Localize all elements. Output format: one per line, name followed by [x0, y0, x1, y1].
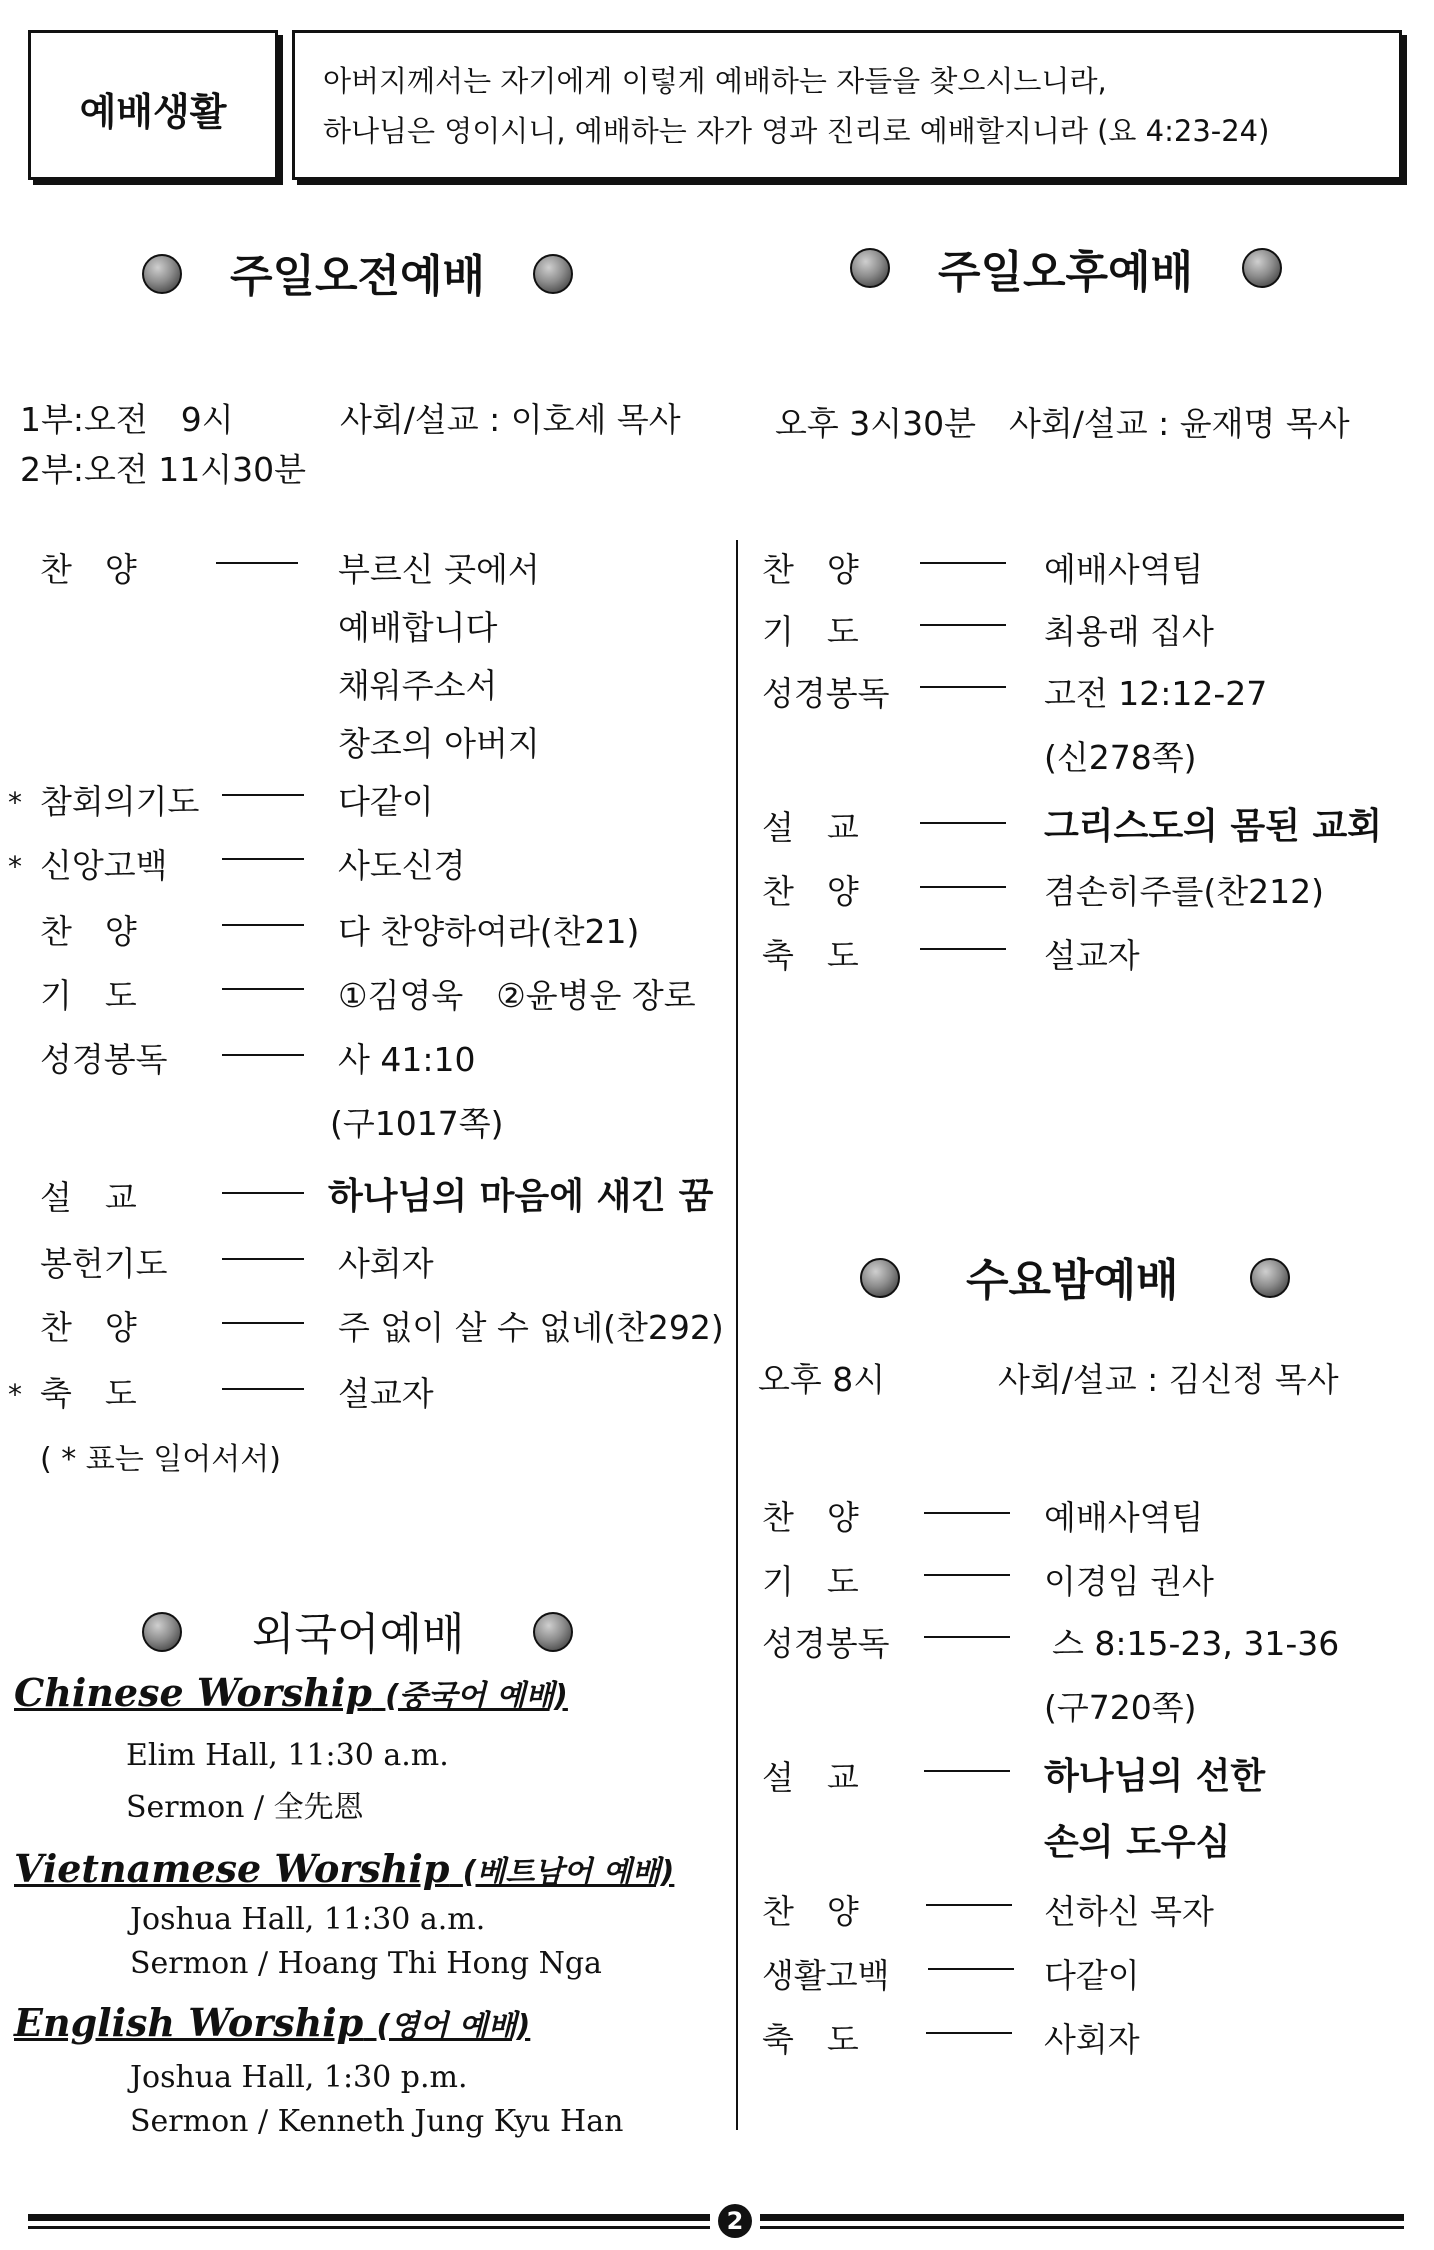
order-label: 찬 양 [40, 1308, 137, 1347]
standing-note: ( * 표는 일어서서) [40, 1442, 281, 1477]
footer-rule-thick [28, 2214, 710, 2221]
order-value: 겸손히주를(찬212) [1044, 872, 1325, 911]
service-preacher: Sermon / Hoang Thi Hong Nga [130, 1946, 602, 1981]
dash-line [920, 562, 1006, 564]
order-label: 찬 양 [40, 912, 137, 951]
order-value: 예배사역팀 [1044, 550, 1204, 589]
order-label: 축 도 [40, 1374, 137, 1413]
wednesday-title: 수요밤예배 [966, 1255, 1179, 1306]
chinese-worship-heading [14, 1670, 568, 1715]
service-preacher: Sermon / Kenneth Jung Kyu Han [130, 2104, 624, 2139]
order-label: 찬 양 [40, 550, 137, 589]
dash-line [216, 562, 298, 564]
order-value: ①김영욱 ②윤병운 장로 [338, 976, 696, 1015]
dash-line [222, 988, 304, 990]
order-value: 스 8:15-23, 31-36 [1052, 1624, 1340, 1663]
order-value: 최용래 집사 [1044, 612, 1214, 651]
standing-mark: * [8, 1378, 22, 1411]
dash-line [924, 1770, 1010, 1772]
sermon-title: 하나님의 마음에 새긴 꿈 [328, 1176, 714, 1217]
service-location: Elim Hall, 11:30 a.m. [126, 1738, 449, 1773]
english-worship-heading [14, 2000, 530, 2045]
bullet-ball-icon [850, 248, 890, 288]
order-label: 찬 양 [762, 872, 859, 911]
wednesday-time: 오후 8시 [758, 1360, 886, 1399]
dash-line [222, 794, 304, 796]
sermon-title: 손의 도우심 [1044, 1822, 1231, 1863]
order-value: 다같이 [1044, 1956, 1140, 1995]
service-name-ko: (영어 예배) [376, 2009, 531, 2044]
morning-time-1: 1부:오전 9시 [20, 400, 234, 439]
morning-time-2: 2부:오전 11시30분 [20, 450, 306, 489]
bullet-ball-icon [142, 254, 182, 294]
order-label: 찬 양 [762, 1498, 859, 1537]
order-label: 봉헌기도 [40, 1244, 168, 1283]
order-value: 설교자 [1044, 936, 1140, 975]
order-value: 채워주소서 [338, 666, 498, 705]
order-value: 사 41:10 [338, 1040, 476, 1079]
bullet-ball-icon [860, 1258, 900, 1298]
order-value: 주 없이 살 수 없네(찬292) [338, 1308, 724, 1347]
dash-line [920, 886, 1006, 888]
standing-mark: * [8, 850, 22, 883]
foreign-title: 외국어예배 [252, 1609, 465, 1660]
order-label: 기 도 [762, 612, 859, 651]
order-label: 설 교 [762, 1758, 859, 1797]
order-label: 성경봉독 [762, 1624, 890, 1663]
footer-rule-thin [28, 2226, 710, 2229]
bullet-ball-icon [533, 254, 573, 294]
sermon-title: 하나님의 선한 [1044, 1756, 1266, 1797]
dash-line [920, 624, 1006, 626]
dash-line [222, 1388, 304, 1390]
dash-line [222, 1322, 304, 1324]
order-label: 축 도 [762, 2020, 859, 2059]
order-label: 생활고백 [762, 1956, 890, 1995]
service-location: Joshua Hall, 11:30 a.m. [130, 1902, 486, 1937]
dash-line [926, 2032, 1012, 2034]
order-label: 설 교 [762, 808, 859, 847]
service-name-en: Chinese Worship [14, 1670, 372, 1715]
order-value: 부르신 곳에서 [338, 550, 540, 589]
order-label: 성경봉독 [762, 674, 890, 713]
bullet-ball-icon [142, 1612, 182, 1652]
dash-line [222, 1054, 304, 1056]
header-label: 예배생활 [79, 90, 227, 134]
order-value: 설교자 [338, 1374, 434, 1413]
service-name-en: English Worship [14, 2000, 364, 2045]
order-value: 다 찬양하여라(찬21) [338, 912, 640, 951]
order-label: 찬 양 [762, 550, 859, 589]
column-divider [736, 540, 738, 2130]
order-label: 신앙고백 [40, 846, 168, 885]
order-label: 참회의기도 [40, 782, 200, 821]
page-number: 2 [718, 2204, 752, 2238]
vietnamese-worship-heading [14, 1846, 674, 1891]
standing-mark: * [8, 786, 22, 819]
bullet-ball-icon [533, 1612, 573, 1652]
order-label: 기 도 [762, 1562, 859, 1601]
order-value: (구720쪽) [1044, 1688, 1197, 1727]
dash-line [920, 948, 1006, 950]
order-value: 사도신경 [338, 846, 466, 885]
service-name-ko: (베트남어 예배) [462, 1855, 675, 1890]
order-value: 고전 12:12-27 [1044, 674, 1268, 713]
dash-line [924, 1636, 1010, 1638]
dash-line [924, 1574, 1010, 1576]
footer-rule-thin [760, 2226, 1404, 2229]
dash-line [222, 1192, 304, 1194]
bullet-ball-icon [1242, 248, 1282, 288]
morning-leader: 사회/설교 : 이호세 목사 [340, 400, 681, 439]
order-label: 성경봉독 [40, 1040, 168, 1079]
dash-line [924, 1512, 1010, 1514]
footer-rule-thick [760, 2214, 1404, 2221]
dash-line [920, 822, 1006, 824]
order-label: 축 도 [762, 936, 859, 975]
verse-line-2: 하나님은 영이시니, 예배하는 자가 영과 진리로 예배할지니라 (요 4:23-24) [323, 114, 1270, 148]
order-value: 다같이 [338, 782, 434, 821]
order-value: (구1017쪽) [330, 1104, 504, 1143]
wednesday-leader: 사회/설교 : 김신정 목사 [998, 1360, 1339, 1399]
bullet-ball-icon [1250, 1258, 1290, 1298]
morning-title: 주일오전예배 [230, 251, 486, 302]
order-value: 이경임 권사 [1044, 1562, 1214, 1601]
dash-line [222, 1258, 304, 1260]
order-value: 사회자 [1044, 2020, 1140, 2059]
dash-line [222, 858, 304, 860]
order-value: 예배합니다 [338, 608, 498, 647]
order-value: 선하신 목자 [1044, 1892, 1214, 1931]
afternoon-title: 주일오후예배 [938, 247, 1194, 298]
verse-box [292, 30, 1402, 180]
service-name-en: Vietnamese Worship [14, 1846, 450, 1891]
order-label: 기 도 [40, 976, 137, 1015]
dash-line [920, 686, 1006, 688]
dash-line [926, 1904, 1012, 1906]
service-preacher: Sermon / 全先恩 [126, 1790, 364, 1825]
service-name-ko: (중국어 예배) [385, 1679, 568, 1714]
order-label: 설 교 [40, 1178, 137, 1217]
order-value: 예배사역팀 [1044, 1498, 1204, 1537]
verse-line-1: 아버지께서는 자기에게 이렇게 예배하는 자들을 찾으시느니라, [323, 64, 1107, 98]
header-label-box [28, 30, 278, 180]
order-value: 창조의 아버지 [338, 724, 540, 763]
service-location: Joshua Hall, 1:30 p.m. [130, 2060, 468, 2095]
dash-line [928, 1968, 1014, 1970]
dash-line [222, 924, 304, 926]
order-label: 찬 양 [762, 1892, 859, 1931]
afternoon-time-leader: 오후 3시30분 사회/설교 : 윤재명 목사 [775, 404, 1350, 443]
sermon-title: 그리스도의 몸된 교회 [1044, 806, 1383, 847]
order-value: 사회자 [338, 1244, 434, 1283]
order-value: (신278쪽) [1044, 738, 1197, 777]
